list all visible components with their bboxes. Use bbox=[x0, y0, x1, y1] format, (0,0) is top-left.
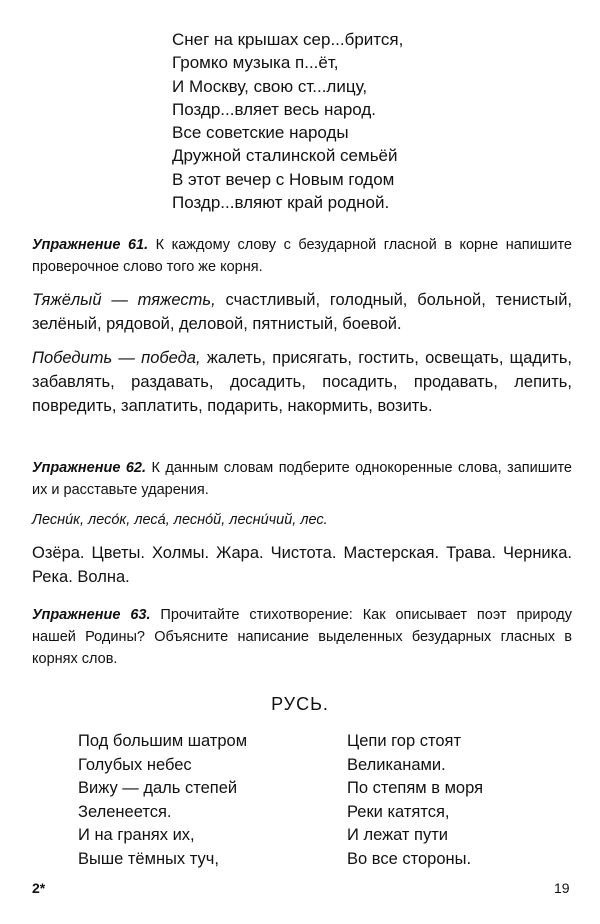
exercise-61-text: К каждому слову с безударной гласной в корне напишите проверочное слово того же корня. bbox=[32, 237, 572, 275]
poem-line: Под большим шатром bbox=[78, 732, 248, 750]
exercise-61-list-1 bbox=[32, 288, 572, 336]
poem-line: Зеленеется. bbox=[78, 802, 172, 821]
poem-line: И Москву, свою ст...лицу, bbox=[172, 76, 368, 96]
poem-line: И лежат пути bbox=[347, 826, 449, 844]
poem-stanza bbox=[172, 28, 403, 214]
signature-mark: 2* bbox=[32, 880, 46, 896]
exercise-61-heading: Упражнение 61. bbox=[32, 237, 149, 253]
poem-line: Великанами. bbox=[347, 755, 446, 774]
exercise-61-words-2: жалеть, присягать, гостить, освещать, щадить, забавлять, раздавать, досадить, посадить, продавать, лепить, повредить, заплатить, подарить, накормить, возить. bbox=[32, 349, 572, 415]
exercise-62-task bbox=[32, 457, 572, 501]
poem-line: И на гранях их, bbox=[78, 826, 195, 844]
poem-line: Цепи гор стоят bbox=[347, 732, 462, 750]
poem-line: В этот вечер с Новым годом bbox=[172, 169, 395, 189]
exercise-61-task bbox=[32, 234, 572, 278]
exercise-61-example-2: Победить — победа, bbox=[32, 349, 201, 367]
poem-title: РУСЬ. bbox=[271, 694, 329, 714]
poem-line: Поздр...вляет весь народ. bbox=[172, 99, 377, 119]
poem-line: Громко музыка п...ёт, bbox=[172, 53, 339, 73]
poem-line: Поздр...вляют край родной. bbox=[172, 193, 390, 213]
poem-line: Во все стороны. bbox=[347, 849, 472, 868]
exercise-63-text: Прочитайте стихотворение: Как описывает поэт природу нашей Родины? Объясните написание выделенных безударных гласных в корнях слов. bbox=[32, 607, 573, 667]
poem-line: Голубых небес bbox=[78, 755, 192, 774]
exercise-62-text: К данным словам подберите однокоренные слова, запишите их и расставьте ударения. bbox=[32, 460, 572, 498]
poem-line: По степям в моря bbox=[347, 779, 484, 797]
exercise-62-heading: Упражнение 62. bbox=[32, 460, 147, 476]
exercise-61-words-1: счастливый, голодный, больной, тенистый, зелёный, рядовой, деловой, пятнистый, боевой. bbox=[32, 291, 572, 333]
exercise-61-list-2 bbox=[32, 346, 572, 418]
poem-line: Дружной сталинской семьёй bbox=[172, 146, 398, 166]
exercise-62-example: Лесни́к, лесо́к, леса́, лесно́й, лесни́чий, лес. bbox=[32, 512, 328, 528]
exercise-62-words: Озёра. Цветы. Холмы. Жара. Чистота. Мастерская. Трава. Черника. Река. Волна. bbox=[32, 544, 572, 586]
poem-line: Вижу — даль степей bbox=[78, 779, 238, 797]
poem-line: Выше тёмных туч, bbox=[78, 849, 219, 868]
poem-left-column bbox=[78, 730, 247, 871]
poem-line: Реки катятся, bbox=[347, 802, 450, 821]
poem-line: Все советские народы bbox=[172, 123, 349, 143]
poem-right-column bbox=[347, 730, 483, 871]
page-number: 19 bbox=[554, 880, 570, 896]
exercise-63-task bbox=[32, 604, 572, 670]
exercise-61-example-1: Тяжёлый — тяжесть, bbox=[32, 291, 216, 309]
poem-line: Снег на крышах сер...брится, bbox=[172, 30, 404, 49]
exercise-63-heading: Упражнение 63. bbox=[32, 607, 151, 623]
